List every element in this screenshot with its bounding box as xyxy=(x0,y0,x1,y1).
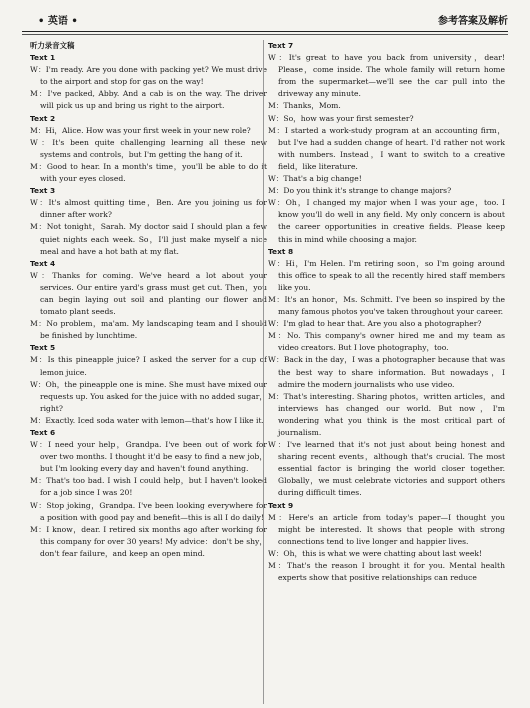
dialogue-line: M：Hi，Alice. How was your first week in your new role? xyxy=(30,125,251,135)
dialogue-line: M：I know，dear. I retired six months ago after working for this company for over 30 years! My advice：don't be shy，don't fear failure，and keep an open mind. xyxy=(30,524,267,558)
dialogue-line: M：I've packed, Abby. And a cab is on the way. The driver will pick us up and bring us right to the airport. xyxy=(30,89,267,111)
dialogue-line: W：Oh，the pineapple one is mine. She must have mixed our requests up. You asked for the juice with no added sugar，right? xyxy=(30,379,267,413)
header-subject: • 英语 • xyxy=(38,16,78,27)
dialogue-line: M：That's the reason I brought it for you. Mental health experts show that positive relationships can reduce xyxy=(268,561,505,583)
dialogue-line: M：It's an honor，Ms. Schmitt. I've been so inspired by the many famous photos you've taken throughout your career. xyxy=(268,294,505,317)
dialogue-line: W：Back in the day，I was a photographer because that was the best way to share information. But nowadays，I admire the modern journalists who use video. xyxy=(268,355,505,389)
dialogue-line: M：No. This company's owner hired me and my team as video creators. But I love photography，too. xyxy=(268,331,505,353)
dialogue-line: W：Oh，this is what we were chatting about last week! xyxy=(268,548,482,558)
section-heading: Text 5 xyxy=(30,343,56,353)
section-heading: Text 7 xyxy=(268,41,294,50)
section-heading: Text 6 xyxy=(30,428,56,437)
dialogue-line: M：Exactly. Iced soda water with lemon—that's how I like it. xyxy=(30,415,264,425)
column-divider xyxy=(263,40,264,704)
header-section-title: 参考答案及解析 xyxy=(438,16,508,27)
section-heading: Text 9 xyxy=(268,500,294,510)
header-rule xyxy=(22,31,508,32)
dialogue-line: W：It's been quite challenging learning all these new systems and controls，but I'm getting the hang of it. xyxy=(30,137,267,159)
dialogue-line: M：Good to hear. In a month's time，you'll be able to do it with your eyes closed. xyxy=(30,161,267,184)
section-heading: Text 8 xyxy=(268,246,294,256)
header-rule-thin xyxy=(22,34,508,35)
dialogue-line: W：It's almost quitting time，Ben. Are you joining us for dinner after work? xyxy=(30,198,267,220)
dialogue-line: W：That's a big change! xyxy=(268,174,362,184)
dialogue-line: W：It's great to have you back from university，dear! Please，come inside. The whole family will return home from the supermarket—we'll see the car pull into the driveway any minute. xyxy=(268,53,505,99)
dialogue-line: W：Hi，I'm Helen. I'm retiring soon，so I'm going around this office to speak to all the recently hired staff members like you. xyxy=(268,258,505,292)
dialogue-line: M：No problem，ma'am. My landscaping team and I should be finished by lunchtime. xyxy=(30,319,267,341)
dialogue-line: W：So，how was your first semester? xyxy=(268,113,414,123)
dialogue-line: W：Stop joking，Grandpa. I've been looking everywhere for a position with good pay and benefit—this is all I do daily! xyxy=(30,500,267,522)
dialogue-line: W：I'm ready. Are you done with packing yet? We must drive to the airport and stop for gas on the way! xyxy=(30,65,267,87)
section-heading: Text 3 xyxy=(30,186,56,196)
dialogue-line: W：I've learned that it's not just about being honest and sharing recent events，although that's crucial. The most essential factor is bringing the world closer together. Globally，we must celebrate victories and support others during difficult times. xyxy=(268,440,505,498)
dialogue-line: W：Oh，I changed my major when I was your age，too. I know you'll do well in any field. My only concern is about the career opportunities in creative fields. Please keep this in mind while choosing a major. xyxy=(268,198,505,244)
dialogue-line: M：Not tonight，Sarah. My doctor said I should plan a few quiet nights each week. So，I'll just make myself a nice meal and have a hot bath at my flat. xyxy=(30,222,267,256)
section-heading: 听力录音文稿 xyxy=(30,41,75,50)
dialogue-line: M：Thanks，Mom. xyxy=(268,101,341,111)
section-heading: Text 1 xyxy=(30,53,56,63)
left-column xyxy=(30,40,267,704)
page-header xyxy=(22,12,508,28)
dialogue-line: M：Do you think it's strange to change majors? xyxy=(268,186,452,196)
dialogue-line: W：I'm glad to hear that. Are you also a photographer? xyxy=(268,319,482,329)
dialogue-line: M：I started a work-study program at an accounting firm，but I've had a sudden change of heart. I'd rather not work with numbers. Instead，I want to switch to a creative field，like literature. xyxy=(268,125,505,171)
section-heading: Text 4 xyxy=(30,258,56,268)
section-heading: Text 2 xyxy=(30,113,56,123)
dialogue-line: M：That's too bad. I wish I could help，but I haven't looked for a job since I was 20! xyxy=(30,476,267,498)
dialogue-line: W：Thanks for coming. We've heard a lot about your services. Our entire yard's grass must get cut. Then，you can begin laying out soil and planting our flower and tomato plant seeds. xyxy=(30,270,267,317)
dialogue-line: M：Is this pineapple juice? I asked the server for a cup of lemon juice. xyxy=(30,355,267,377)
dialogue-line: W：I need your help，Grandpa. I've been out of work for over two months. I thought it'd be easy to find a new job，but I'm looking every day and haven't found anything. xyxy=(30,440,267,474)
right-column xyxy=(268,40,505,704)
dialogue-line: M：Here's an article from today's paper—I thought you might be interested. It shows that people with strong connections tend to live longer and happier lives. xyxy=(268,512,505,546)
dialogue-line: M：That's interesting. Sharing photos，written articles，and interviews has changed our world. But now，I'm wondering what you think is the most critical part of journalism. xyxy=(268,391,505,437)
